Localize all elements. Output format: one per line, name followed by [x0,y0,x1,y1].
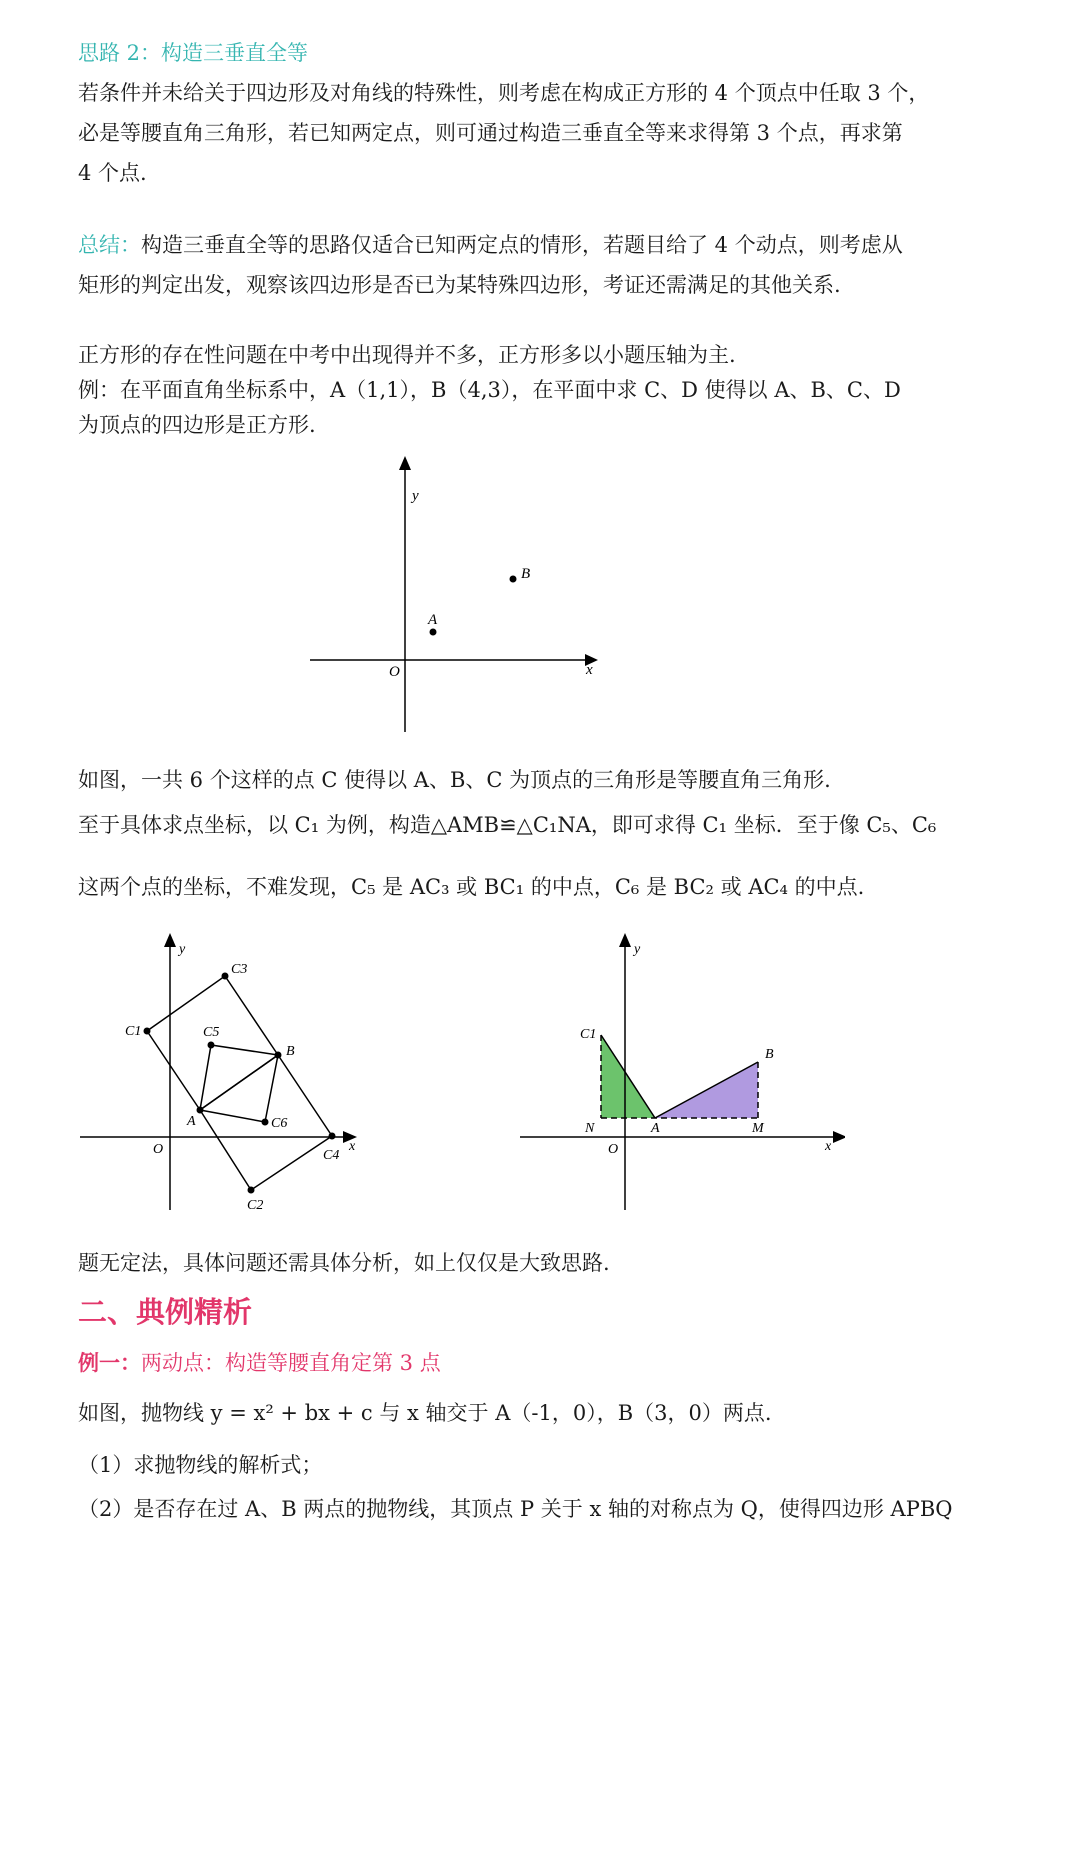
fig3-label-a: A [651,1121,660,1136]
fig1-y-arrow-icon [399,456,411,470]
fig2-label-c5: C5 [203,1025,220,1040]
example-line-1: 例：在平面直角坐标系中，A（1,1），B（4,3），在平面中求 C、D 使得以 A、B、C、D [78,378,901,402]
fig2-square-inner [200,1045,278,1122]
explain-line-2: 至于具体求点坐标，以 C₁ 为例，构造△AMB≌△C₁NA，即可求得 C₁ 坐标．至于像 C₅、C₆ [78,813,937,837]
fig1-point-a [430,629,437,636]
fig2-label-c2: C2 [247,1198,264,1213]
idea2-line-1: 若条件并未给关于四边形及对角线的特殊性，则考虑在构成正方形的 4 个顶点中任取 3 个， [78,81,930,105]
fig3-label-m: M [752,1121,764,1136]
fig1-label-b: B [521,566,531,582]
fig3-x-arrow-icon [833,1131,845,1143]
idea2-line-3: 4 个点. [78,161,147,185]
fig3-y-arrow-icon [619,933,631,947]
fig3-label-c1: C1 [580,1027,597,1042]
example1-problem: 如图，抛物线 y = x² + bx + c 与 x 轴交于 A（-1，0），B（3，0）两点. [78,1401,772,1425]
intro-line: 正方形的存在性问题在中考中出现得并不多，正方形多以小题压轴为主. [78,343,736,367]
explain-line-1: 如图，一共 6 个这样的点 C 使得以 A、B、C 为顶点的三角形是等腰直角三角形. [78,768,831,792]
example1-title [78,1348,441,1378]
fig2-label-b: B [286,1044,295,1059]
fig2-point-c5 [208,1042,215,1049]
fig3-origin-label: O [608,1142,619,1157]
fig3-y-label: y [634,942,641,957]
fig2-y-label: y [179,942,186,957]
summary-line-2: 矩形的判定出发，观察该四边形是否已为某特殊四边形，考证还需满足的其他关系. [78,273,841,297]
fig2-point-c6 [262,1119,269,1126]
example-line-2: 为顶点的四边形是正方形. [78,413,316,437]
fig2-label-c4: C4 [323,1148,340,1163]
section-heading: 二、典例精析 [78,1295,253,1329]
fig2-point-c4 [329,1133,336,1140]
example1-label: 例一： [78,1350,141,1375]
fig2-label-c6: C6 [271,1116,288,1131]
fig2-point-c2 [248,1187,255,1194]
idea2-title: 思路 2：构造三垂直全等 [78,41,309,65]
fig2-origin-label: O [153,1142,164,1157]
fig2-label-c1: C1 [125,1024,142,1039]
fig3-x-label: x [825,1139,832,1154]
fig2-label-a: A [187,1114,196,1129]
fig1-x-label: x [586,662,593,678]
explain-line-3: 这两个点的坐标，不难发现，C₅ 是 AC₃ 或 BC₁ 的中点，C₆ 是 BC₂ 或 AC₄ 的中点. [78,875,865,899]
fig1-y-label: y [412,488,419,504]
fig2-point-a [197,1107,204,1114]
fig1-label-a: A [428,612,438,628]
fig1-origin-label: O [389,664,400,680]
fig2-point-c3 [222,973,229,980]
closing-line: 题无定法，具体问题还需具体分析，如上仅仅是大致思路. [78,1251,610,1275]
summary-line-1 [78,230,903,260]
idea2-line-2: 必是等腰直角三角形，若已知两定点，则可通过构造三垂直全等来求得第 3 个点，再求第 [78,121,903,145]
figure-3-congruent-triangles [515,925,845,1220]
example1-subtitle: 两动点：构造等腰直角定第 3 点 [141,1351,441,1375]
figure-2-six-points [75,925,375,1220]
summary-text-1: 构造三垂直全等的思路仅适合已知两定点的情形，若题目给了 4 个动点，则考虑从 [141,233,903,257]
example1-q2: （2）是否存在过 A、B 两点的抛物线，其顶点 P 关于 x 轴的对称点为 Q，使得四边形 APBQ [78,1497,953,1521]
fig1-point-b [510,576,517,583]
fig2-x-label: x [349,1139,356,1154]
fig3-label-b: B [765,1047,774,1062]
fig2-point-c1 [144,1028,151,1035]
fig3-label-n: N [585,1121,595,1136]
fig2-label-c3: C3 [231,962,248,977]
figure-1-coordinate-plane [300,450,620,740]
fig2-y-arrow-icon [164,933,176,947]
example1-q1: （1）求抛物线的解析式； [78,1453,323,1477]
fig2-point-b [275,1052,282,1059]
summary-label: 总结： [78,233,141,257]
